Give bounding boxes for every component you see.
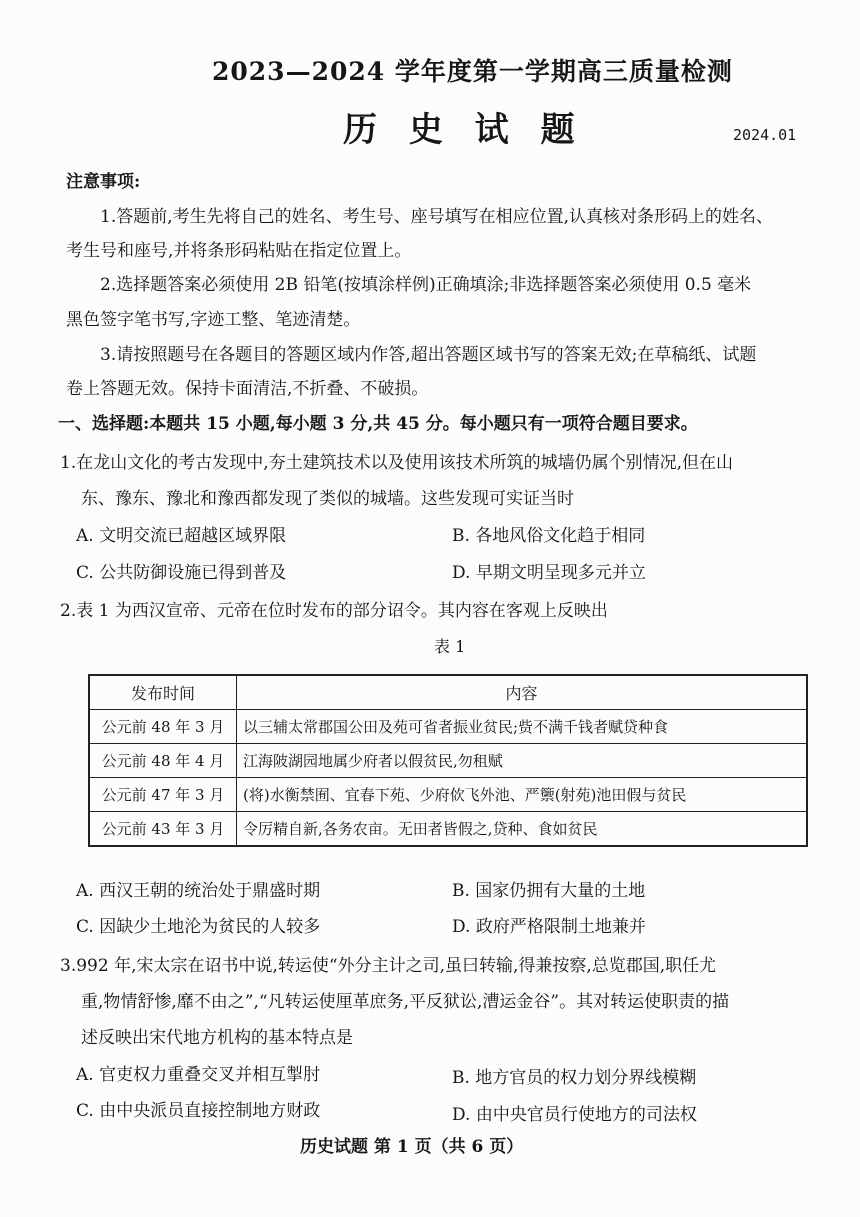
q3-stem-line-1: 3.992 年,宋太宗在诏书中说,转运使“外分主计之司,虽曰转输,得兼按察,总览郡国,职任尤 <box>60 956 717 976</box>
table-cell-content: (将)水衡禁囿、宜春下苑、少府佽飞外池、严籞(射苑)池田假与贫民 <box>237 778 808 812</box>
table-cell-date: 公元前 43 年 3 月 <box>89 812 237 847</box>
notice-item-2-line-1: 2.选择题答案必须使用 2B 铅笔(按填涂样例)正确填涂;非选择题答案必须使用 0.5 毫米 <box>100 275 752 295</box>
page-title: 历 史 试 题 <box>343 110 585 150</box>
page-footer: 历史试题 第 1 页（共 6 页） <box>300 1137 524 1157</box>
table-caption: 表 1 <box>434 637 466 656</box>
q2-stem: 2.表 1 为西汉宣帝、元帝在位时发布的部分诏令。其内容在客观上反映出 <box>60 601 608 621</box>
q2-option-c: C. 因缺少土地沦为贫民的人较多 <box>76 917 321 937</box>
table-header-content: 内容 <box>237 675 808 710</box>
q1-option-b: B. 各地风俗文化趋于相同 <box>452 526 646 546</box>
exam-header: 2023—2024 学年度第一学期高三质量检测 <box>212 57 733 86</box>
q2-option-d: D. 政府严格限制土地兼并 <box>452 917 646 937</box>
section-heading: 一、选择题:本题共 15 小题,每小题 3 分,共 45 分。每小题只有一项符合题目要求。 <box>58 414 698 434</box>
notice-item-1-line-1: 1.答题前,考生先将自己的姓名、考生号、座号填写在相应位置,认真核对条形码上的姓名、 <box>100 207 774 227</box>
table-cell-date: 公元前 48 年 4 月 <box>89 744 237 778</box>
q2-option-b: B. 国家仍拥有大量的土地 <box>452 881 646 901</box>
notice-heading: 注意事项: <box>66 172 141 192</box>
notice-item-2-line-2: 黑色签字笔书写,字迹工整、笔迹清楚。 <box>66 310 361 330</box>
table-row <box>89 710 807 744</box>
q1-stem-line-1: 1.在龙山文化的考古发现中,夯土建筑技术以及使用该技术所筑的城墙仍属个别情况,但在山 <box>60 453 734 473</box>
notice-item-1-line-2: 考生号和座号,并将条形码粘贴在指定位置上。 <box>66 241 412 261</box>
q1-option-a: A. 文明交流已超越区域界限 <box>76 526 287 546</box>
q3-stem-line-3: 述反映出宋代地方机构的基本特点是 <box>81 1028 353 1048</box>
table-header-time: 发布时间 <box>89 675 237 710</box>
q2-table <box>88 674 808 847</box>
exam-date: 2024.01 <box>733 126 797 144</box>
q2-option-a: A. 西汉王朝的统治处于鼎盛时期 <box>76 881 321 901</box>
table-row <box>89 812 807 847</box>
table-row <box>89 778 807 812</box>
table-cell-content: 江海陂湖园地属少府者以假贫民,勿租赋 <box>237 744 808 778</box>
table-cell-content: 以三辅太常郡国公田及苑可省者振业贫民;赀不满千钱者赋贷种食 <box>237 710 808 744</box>
q3-option-a: A. 官吏权力重叠交叉并相互掣肘 <box>76 1065 321 1085</box>
notice-item-3-line-2: 卷上答题无效。保持卡面清洁,不折叠、不破损。 <box>66 379 429 399</box>
q1-stem-line-2: 东、豫东、豫北和豫西都发现了类似的城墙。这些发现可实证当时 <box>81 489 574 509</box>
q3-option-c: C. 由中央派员直接控制地方财政 <box>76 1101 321 1121</box>
q1-option-c: C. 公共防御设施已得到普及 <box>76 563 287 583</box>
notice-item-3-line-1: 3.请按照题号在各题目的答题区域内作答,超出答题区域书写的答案无效;在草稿纸、试题 <box>100 345 757 365</box>
table-cell-content: 令厉精自新,各务农亩。无田者皆假之,贷种、食如贫民 <box>237 812 808 847</box>
table-cell-date: 公元前 47 年 3 月 <box>89 778 237 812</box>
table-cell-date: 公元前 48 年 3 月 <box>89 710 237 744</box>
q3-option-d: D. 由中央官员行使地方的司法权 <box>452 1105 697 1125</box>
q3-option-b: B. 地方官员的权力划分界线模糊 <box>452 1068 697 1088</box>
table-row <box>89 744 807 778</box>
q3-stem-line-2: 重,物情舒惨,靡不由之”,“凡转运使厘革庶务,平反狱讼,漕运金谷”。其对转运使职责的描 <box>81 992 730 1012</box>
table-header-row <box>89 675 807 710</box>
q1-option-d: D. 早期文明呈现多元并立 <box>452 563 646 583</box>
